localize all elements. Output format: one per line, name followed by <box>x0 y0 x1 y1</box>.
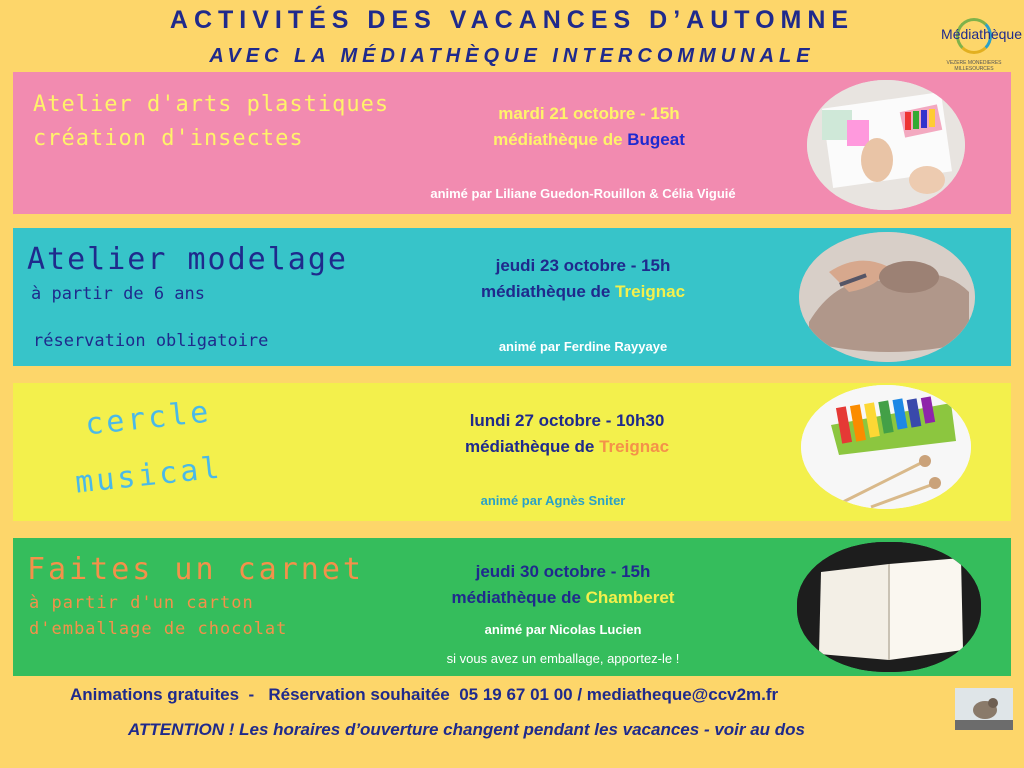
logo-subtitle: VEZERE MONEDIERES MILLESOURCES <box>946 60 1002 72</box>
footer-attention: ATTENTION ! Les horaires d’ouverture changent pendant les vacances - voir au dos <box>128 720 806 739</box>
paint-crafts-photo <box>807 80 965 210</box>
event-title-line: création d'insectes <box>33 126 304 151</box>
event-animator: animé par Nicolas Lucien <box>484 622 642 637</box>
clay-modeling-illustration <box>799 232 975 362</box>
event-title-line: musical <box>73 450 224 501</box>
place-prefix: médiathèque de <box>464 437 600 456</box>
event-info <box>387 411 747 457</box>
event-card-arts <box>13 72 1011 214</box>
event-date: jeudi 23 octobre - 15h <box>495 256 671 275</box>
event-place <box>409 130 769 150</box>
event-card-musical <box>13 383 1011 521</box>
event-place <box>403 282 763 302</box>
page-subtitle: AVEC LA MÉDIATHÈQUE INTERCOMMUNALE <box>209 45 815 67</box>
paint-crafts-illustration <box>807 80 965 210</box>
event-info <box>383 562 743 608</box>
event-place <box>383 588 743 608</box>
place-name: Treignac <box>615 282 686 301</box>
event-title-line: Atelier d'arts plastiques <box>33 92 390 117</box>
event-title-line: cercle <box>83 394 213 443</box>
event-title-line: à partir de 6 ans <box>31 284 205 304</box>
place-name: Chamberet <box>585 588 675 607</box>
mediatheque-logo <box>922 8 1022 70</box>
xylophone-photo <box>801 385 971 509</box>
page-title: ACTIVITÉS DES VACANCES D’AUTOMNE <box>169 6 855 34</box>
notebook-illustration <box>797 542 981 672</box>
place-name: Treignac <box>599 437 670 456</box>
event-info <box>403 256 763 302</box>
xylophone-illustration <box>801 385 971 509</box>
event-title-line: d'emballage de chocolat <box>29 619 288 639</box>
event-title-line: réservation obligatoire <box>33 331 269 351</box>
event-animator: animé par Liliane Guedon-Rouillon & Célia Viguié <box>430 186 736 201</box>
event-card-modelage <box>13 228 1011 366</box>
event-animator: animé par Agnès Sniter <box>480 493 626 508</box>
bird-illustration <box>955 688 1013 730</box>
event-animator: animé par Ferdine Rayyaye <box>498 339 668 354</box>
place-prefix: médiathèque de <box>480 282 616 301</box>
place-name: Bugeat <box>627 130 685 149</box>
event-place <box>387 437 747 457</box>
footer-info: Animations gratuites - Réservation souhaitée 05 19 67 01 00 / mediatheque@ccv2m.fr <box>70 685 779 704</box>
event-title-line: Atelier modelage <box>27 242 348 277</box>
event-date: lundi 27 octobre - 10h30 <box>469 411 665 430</box>
notebook-photo <box>797 542 981 672</box>
event-title-line: à partir d'un carton <box>29 593 254 613</box>
place-prefix: médiathèque de <box>493 130 628 149</box>
event-info <box>409 104 769 150</box>
logo-label: Médiathèque <box>941 26 1022 42</box>
clay-modeling-photo <box>799 232 975 362</box>
place-prefix: médiathèque de <box>451 588 586 607</box>
event-title-line: Faites un carnet <box>27 552 364 587</box>
event-date: mardi 21 octobre - 15h <box>498 104 680 123</box>
event-note: si vous avez un emballage, apportez-le ! <box>446 651 680 666</box>
event-date: jeudi 30 octobre - 15h <box>475 562 651 581</box>
event-card-carnet <box>13 538 1011 676</box>
footer-photo <box>955 688 1013 730</box>
